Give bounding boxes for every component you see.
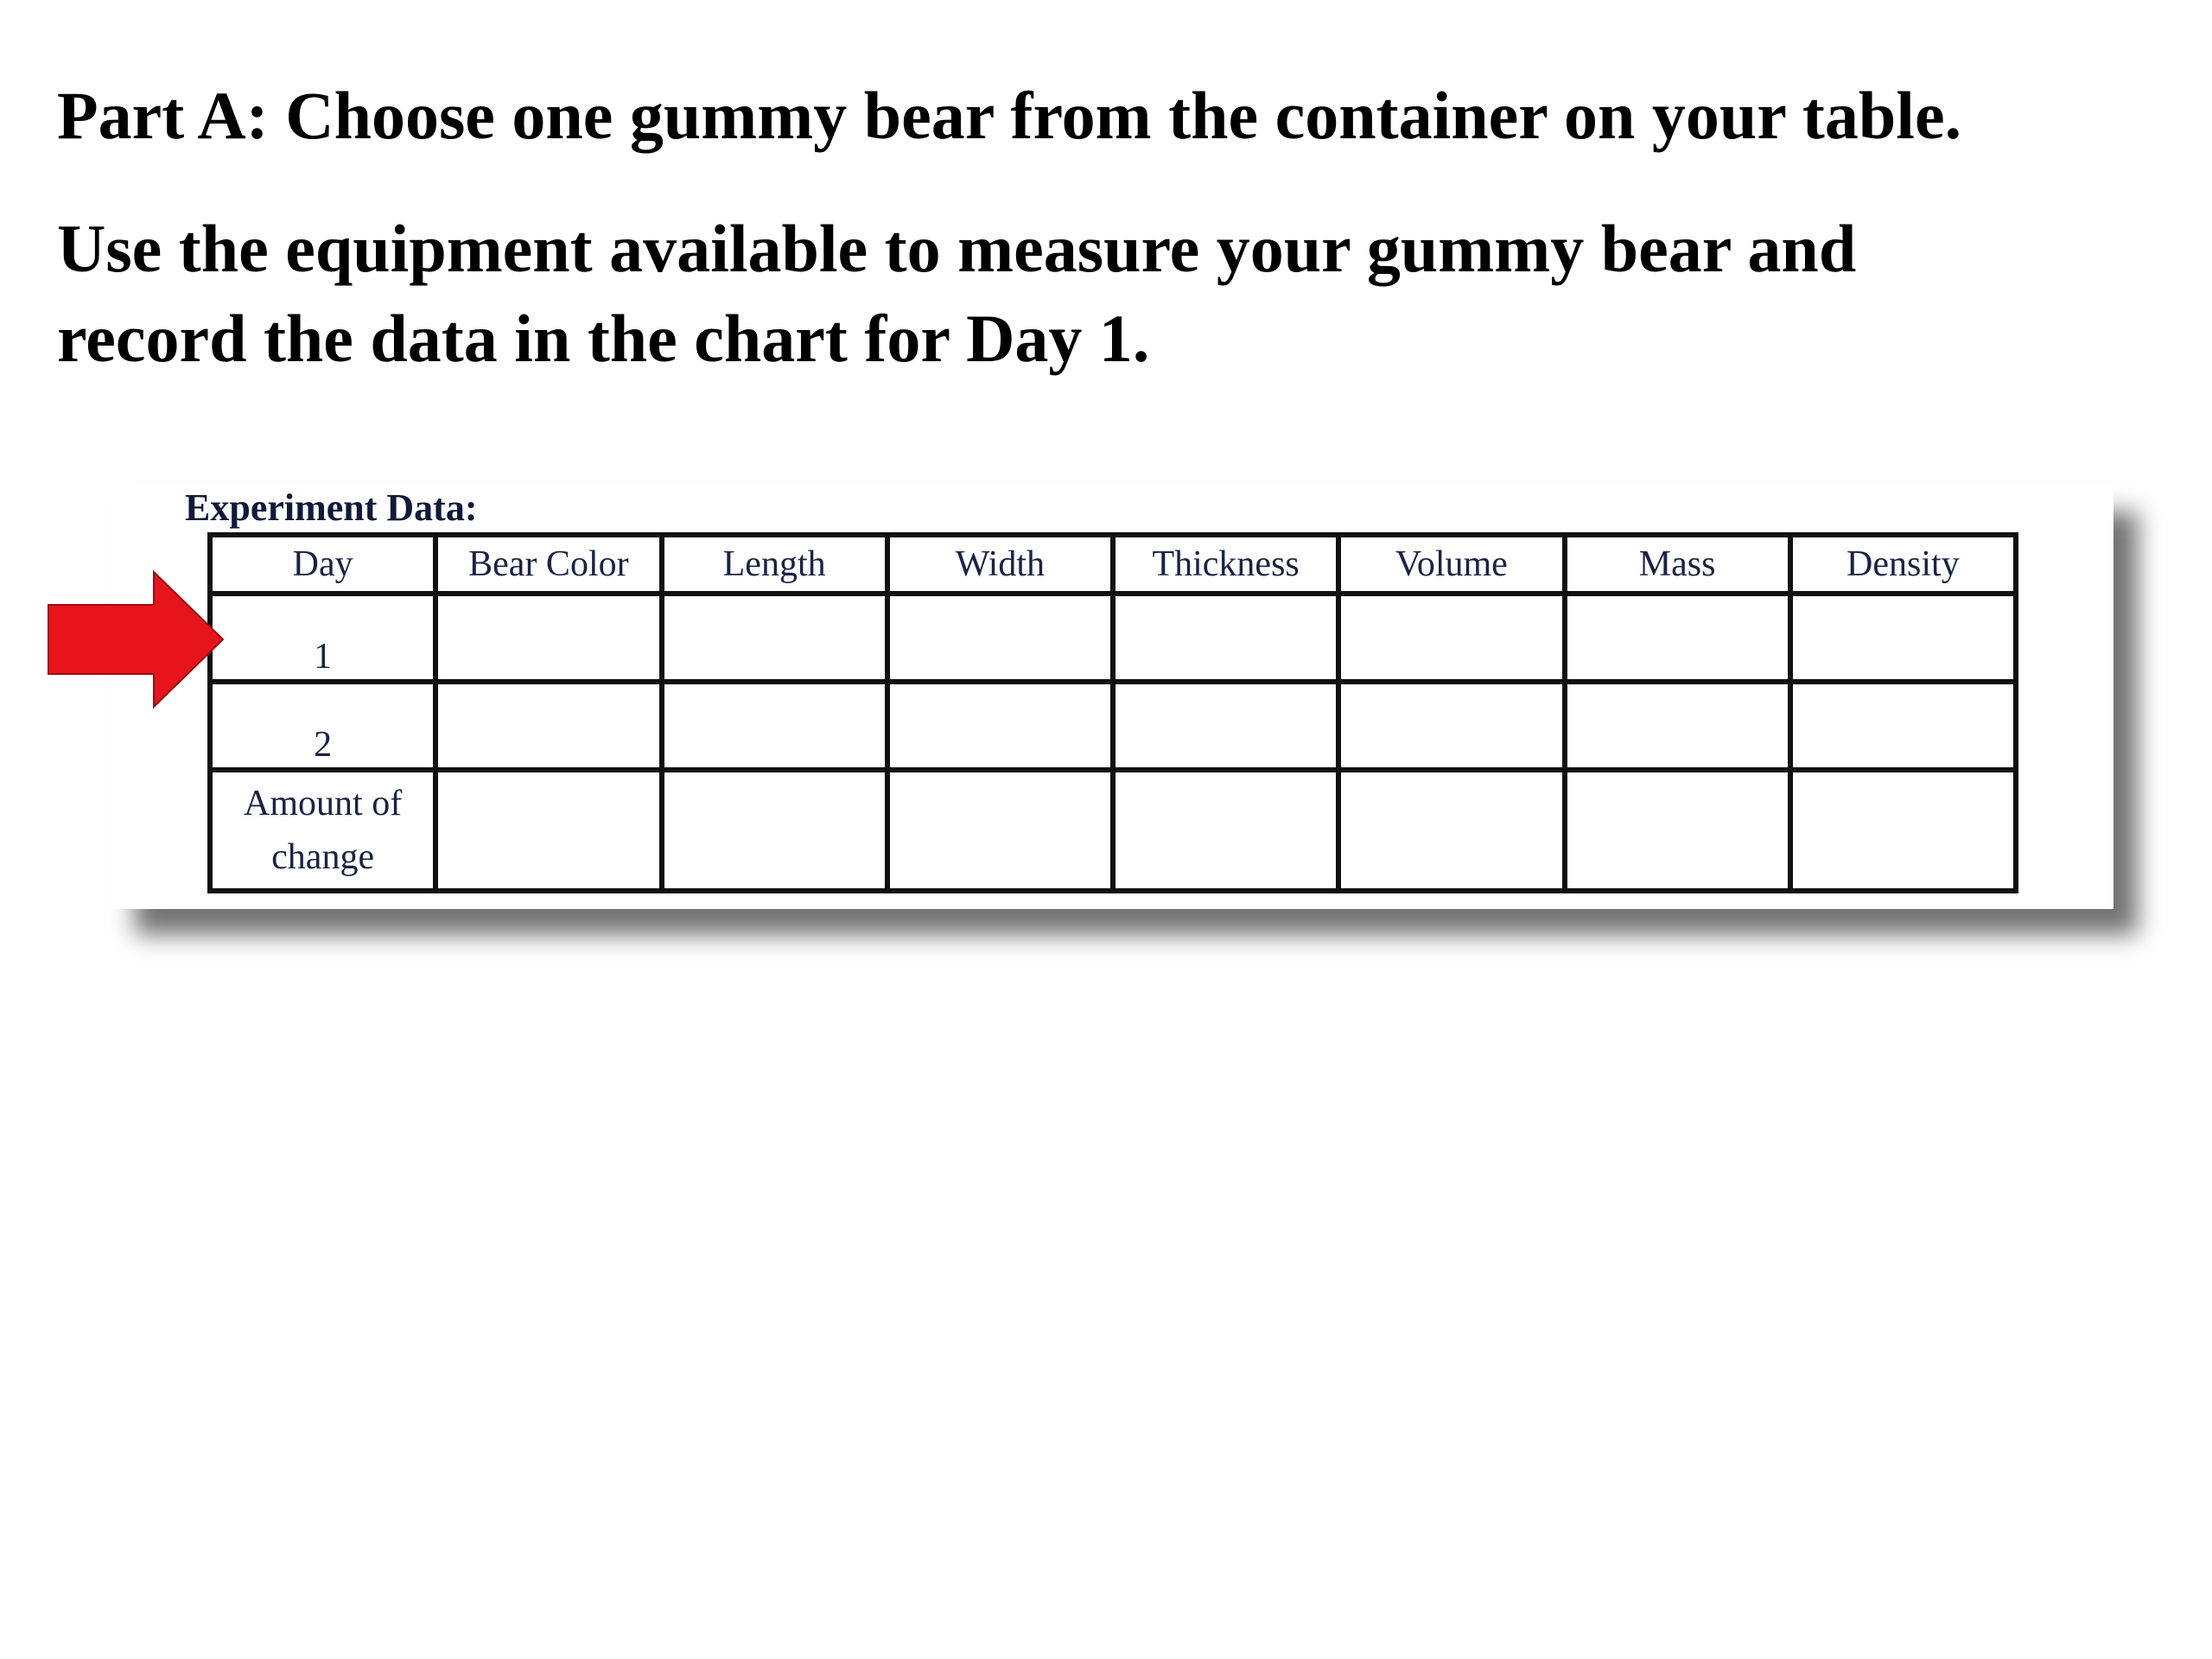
experiment-data-table xyxy=(207,532,2018,893)
thickness-change-cell[interactable] xyxy=(1113,770,1338,891)
mass-day-2-cell[interactable] xyxy=(1565,682,1790,770)
column-header-density: Density xyxy=(1790,535,2016,594)
width-day-1-cell[interactable] xyxy=(887,594,1113,682)
length-change-cell[interactable] xyxy=(662,770,887,891)
density-day-2-cell[interactable] xyxy=(1790,682,2016,770)
width-change-cell[interactable] xyxy=(887,770,1113,891)
day-1-cell: 1 xyxy=(210,594,435,682)
volume-day-2-cell[interactable] xyxy=(1338,682,1564,770)
part-a-heading: Part A: Choose one gummy bear from the container on your table. xyxy=(57,78,1962,153)
column-header-bear-color: Bear Color xyxy=(435,535,661,594)
experiment-data-card xyxy=(111,486,2113,909)
mass-day-1-cell[interactable] xyxy=(1565,594,1790,682)
table-row xyxy=(210,770,2016,891)
table-header-row xyxy=(210,535,2016,594)
density-day-1-cell[interactable] xyxy=(1790,594,2016,682)
length-day-1-cell[interactable] xyxy=(662,594,887,682)
column-header-day: Day xyxy=(210,535,435,594)
instruction-line-1: Use the equipment available to measure your gummy bear and xyxy=(57,211,1857,286)
arrow-right-shape xyxy=(48,572,223,707)
table-row xyxy=(210,682,2016,770)
thickness-day-1-cell[interactable] xyxy=(1113,594,1338,682)
thickness-day-2-cell[interactable] xyxy=(1113,682,1338,770)
volume-day-1-cell[interactable] xyxy=(1338,594,1564,682)
column-header-volume: Volume xyxy=(1338,535,1564,594)
table-row xyxy=(210,594,2016,682)
volume-change-cell[interactable] xyxy=(1338,770,1564,891)
bear-color-day-1-cell[interactable] xyxy=(435,594,661,682)
column-header-mass: Mass xyxy=(1565,535,1790,594)
column-header-length: Length xyxy=(662,535,887,594)
bear-color-change-cell[interactable] xyxy=(435,770,661,891)
amount-of-change-cell: Amount of change xyxy=(210,770,435,891)
density-change-cell[interactable] xyxy=(1790,770,2016,891)
day-2-cell: 2 xyxy=(210,682,435,770)
instruction-line-2: record the data in the chart for Day 1. xyxy=(57,301,1150,376)
column-header-width: Width xyxy=(887,535,1113,594)
bear-color-day-2-cell[interactable] xyxy=(435,682,661,770)
experiment-data-title: Experiment Data: xyxy=(185,486,478,529)
width-day-2-cell[interactable] xyxy=(887,682,1113,770)
length-day-2-cell[interactable] xyxy=(662,682,887,770)
arrow-right-icon xyxy=(47,570,225,709)
mass-change-cell[interactable] xyxy=(1565,770,1790,891)
column-header-thickness: Thickness xyxy=(1113,535,1338,594)
